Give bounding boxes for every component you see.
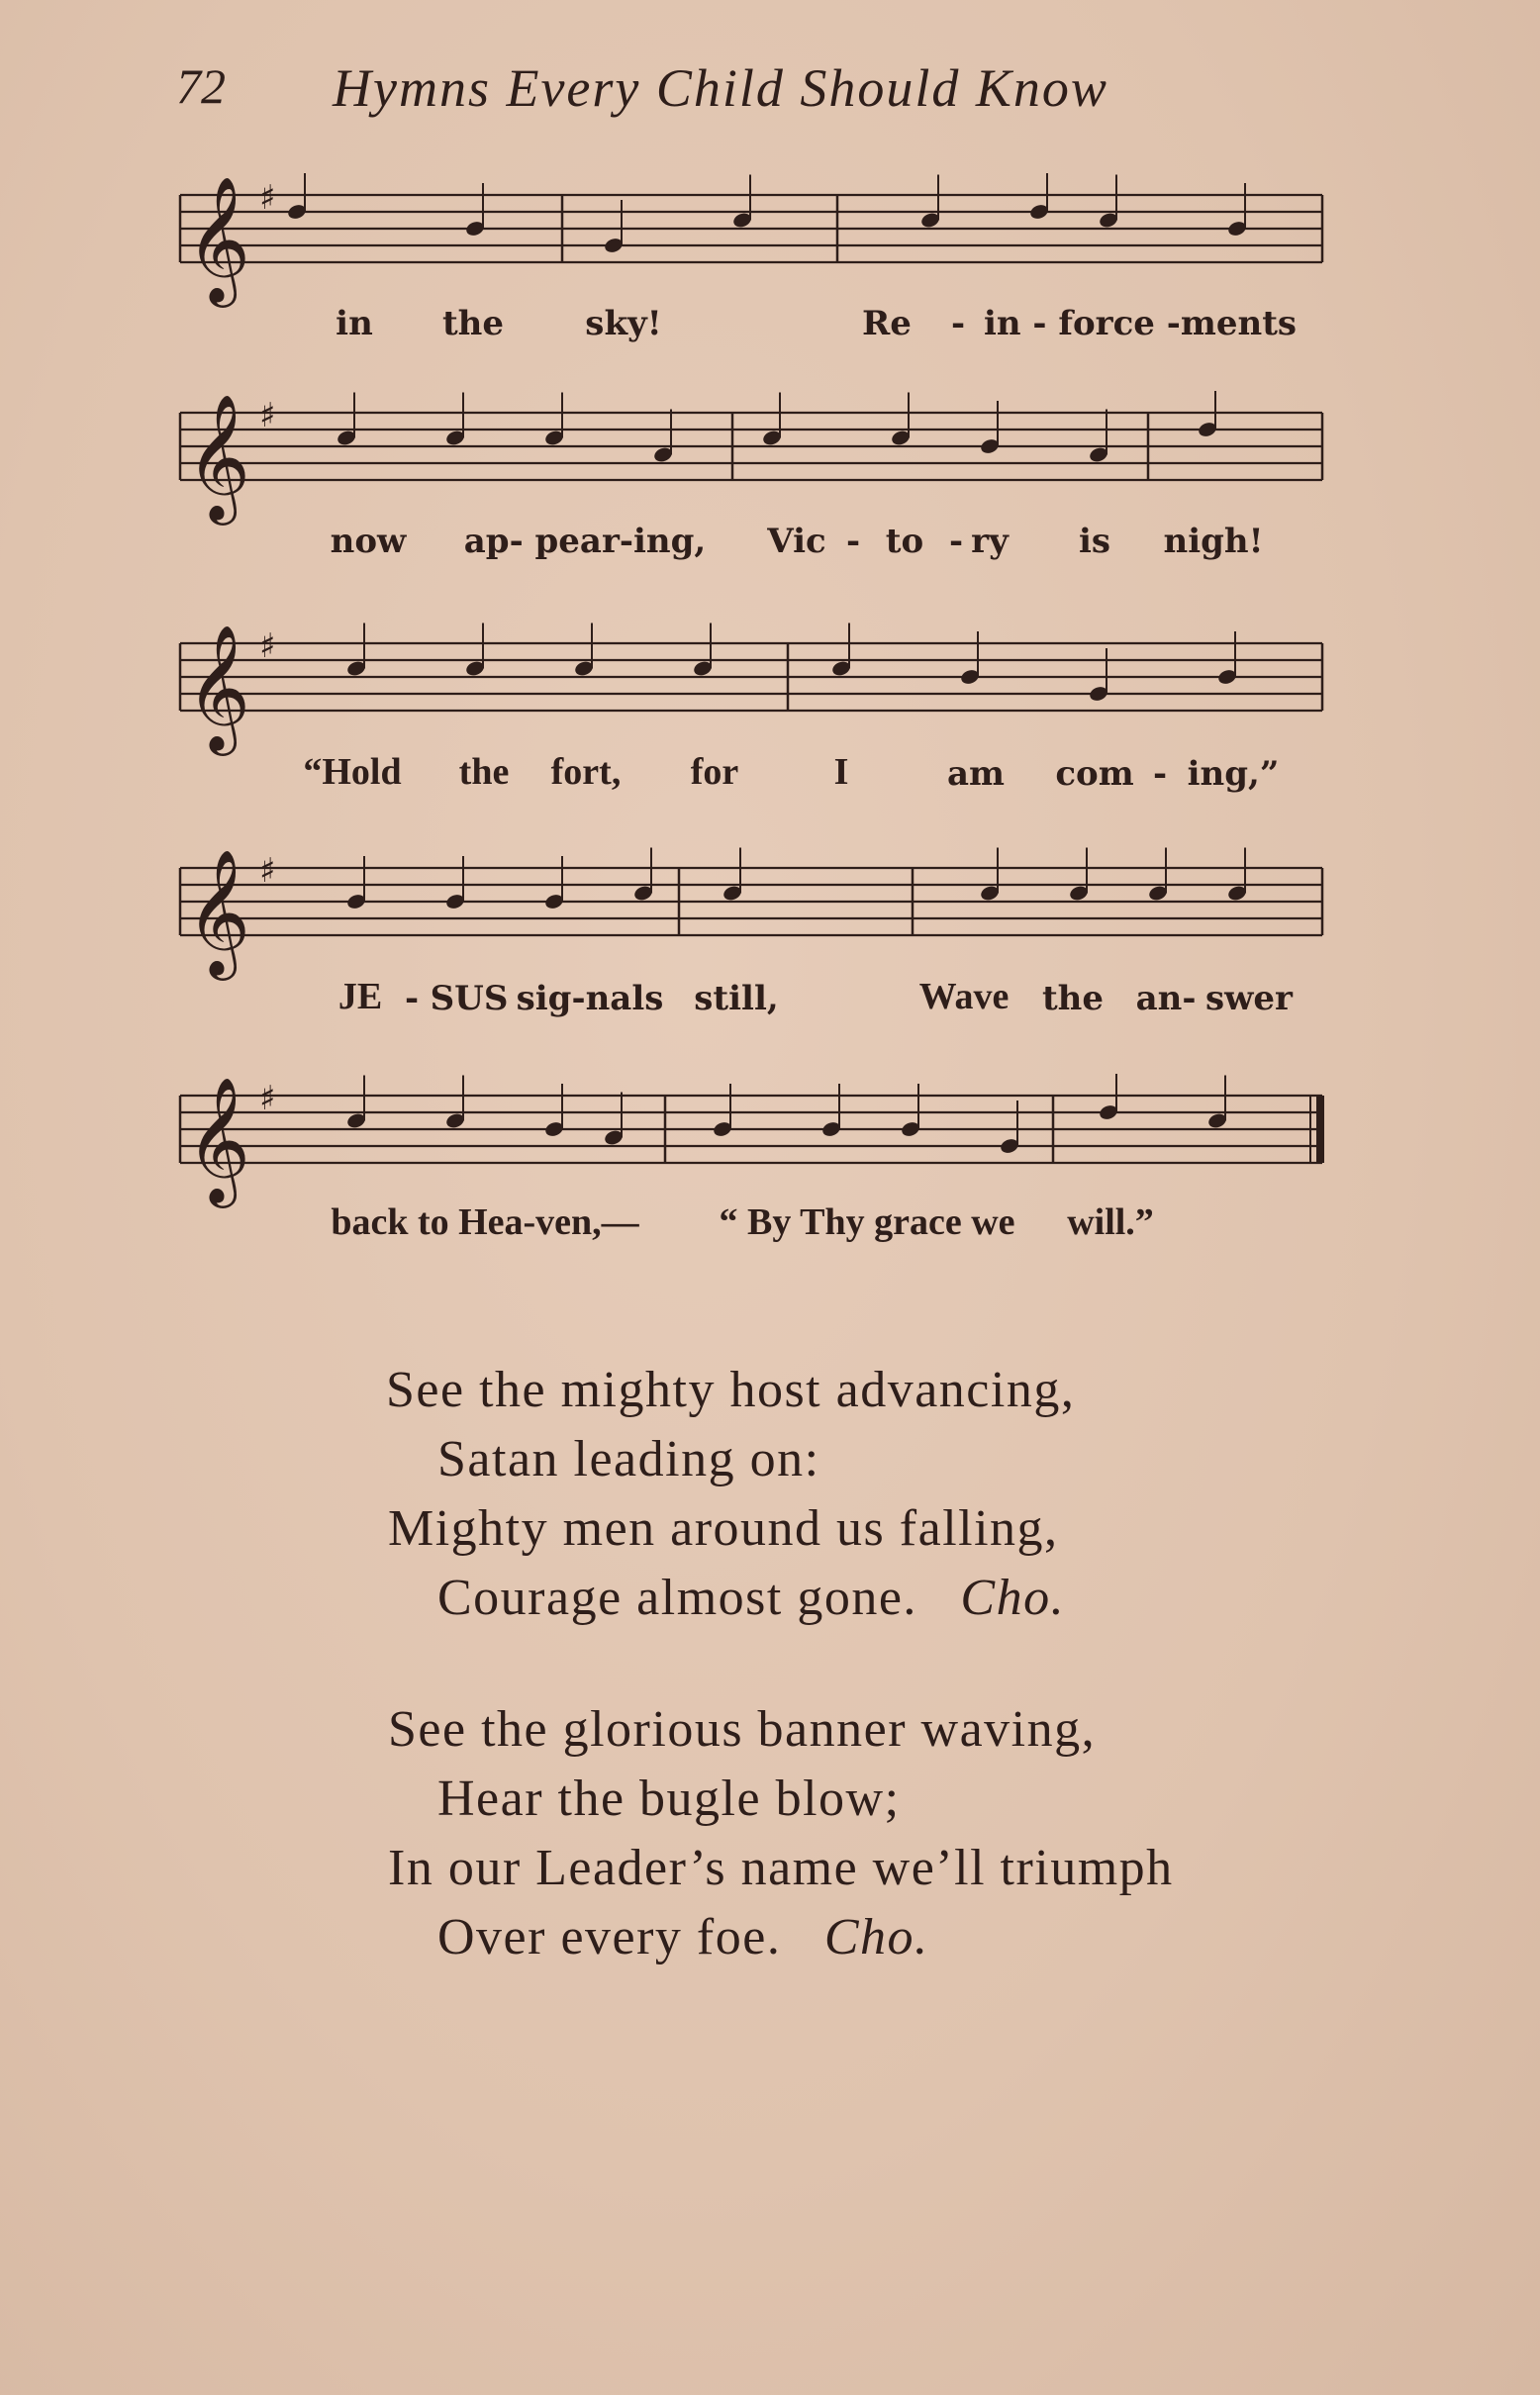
treble-clef-icon: 𝄞: [186, 175, 251, 302]
lyric-syllable: “ By Thy grace we: [719, 1201, 1015, 1243]
verse-line: [388, 1839, 1174, 1897]
lyric-syllable: Re: [862, 304, 912, 343]
lyric-syllable: am: [946, 754, 1006, 794]
verse-line: [437, 1430, 820, 1488]
lyric-syllable: the: [441, 304, 505, 343]
music-system-2: [0, 391, 1540, 569]
lyric-syllable: sky!: [585, 304, 662, 343]
verse-line: [437, 1908, 929, 1966]
music-staff: [0, 391, 1540, 529]
running-title: Hymns Every Child Should Know: [333, 58, 1108, 118]
treble-clef-icon: 𝄞: [186, 1076, 251, 1202]
lyric-syllable: Wave: [918, 976, 1010, 1017]
lyric-syllable: in - force -ments: [983, 304, 1298, 343]
lyric-syllable: now: [330, 522, 407, 561]
chorus-mark: Cho.: [960, 1570, 1066, 1626]
verse-line: [388, 1700, 1096, 1759]
lyric-syllable: sig-nals: [516, 979, 664, 1018]
music-system-4: [0, 846, 1540, 1024]
verse-2: [0, 1700, 1540, 1997]
lyric-syllable: the: [1041, 979, 1105, 1018]
page-header: [176, 57, 1265, 127]
verse-line: [386, 1361, 1075, 1419]
lyric-syllable: an-: [1135, 979, 1197, 1018]
lyric-syllable: back to Hea-ven,—: [331, 1201, 639, 1243]
treble-clef-icon: 𝄞: [186, 623, 251, 750]
verse-line: [388, 1499, 1059, 1558]
verse-line-text: Satan leading on:: [437, 1431, 820, 1487]
lyric-syllable: I: [833, 751, 849, 793]
lyric-syllable: “Hold: [303, 751, 402, 793]
page-number: 72: [176, 58, 226, 114]
sharp-icon: ♯: [259, 178, 276, 218]
music-staff: [0, 173, 1540, 312]
lyric-syllable: -: [845, 522, 861, 561]
lyric-syllable: the: [458, 751, 510, 793]
music-system-1: [0, 173, 1540, 351]
verse-line-text: Mighty men around us falling,: [388, 1500, 1059, 1557]
treble-clef-icon: 𝄞: [186, 393, 251, 520]
verse-line: [437, 1770, 901, 1828]
verse-line-text: See the mighty host advancing,: [386, 1362, 1076, 1418]
music-staff: [0, 1074, 1540, 1212]
chorus-mark: Cho.: [823, 1909, 929, 1965]
verse-1: [0, 1361, 1540, 1658]
lyric-syllable: -: [1152, 754, 1168, 794]
verse-line-text: Over every foe.: [437, 1909, 782, 1965]
lyric-syllable: swer: [1205, 979, 1293, 1018]
lyric-syllable: -: [950, 304, 966, 343]
verse-line: [437, 1569, 1065, 1627]
sharp-icon: ♯: [259, 851, 276, 891]
lyric-syllable: Vic: [767, 522, 826, 561]
music-staff: [0, 622, 1540, 760]
lyric-syllable: for: [690, 751, 739, 793]
music-system-5: [0, 1074, 1540, 1252]
lyric-syllable: JE: [337, 976, 383, 1017]
lyric-syllable: to: [885, 522, 924, 561]
verse-line-text: Courage almost gone.: [437, 1570, 917, 1626]
verse-line-text: In our Leader’s name we’ll triumph: [388, 1840, 1174, 1896]
sharp-icon: ♯: [259, 396, 276, 435]
lyric-syllable: in: [336, 304, 373, 343]
lyric-syllable: fort,: [550, 751, 622, 793]
music-staff: [0, 846, 1540, 985]
final-barline-thick: [1316, 1096, 1324, 1163]
lyric-syllable: nigh!: [1163, 522, 1264, 561]
lyric-syllable: -: [404, 979, 420, 1018]
lyric-syllable: SUS: [430, 979, 509, 1018]
treble-clef-icon: 𝄞: [186, 848, 251, 975]
verse-line-text: Hear the bugle blow;: [437, 1771, 901, 1827]
lyric-syllable: will.”: [1067, 1201, 1154, 1243]
lyric-syllable: ap- pear-ing,: [463, 522, 707, 561]
music-system-3: [0, 622, 1540, 800]
lyric-syllable: ry: [971, 522, 1009, 561]
lyric-syllable: com: [1055, 754, 1134, 794]
sharp-icon: ♯: [259, 1079, 276, 1118]
lyric-syllable: -: [948, 522, 964, 561]
sharp-icon: ♯: [259, 626, 276, 666]
lyric-syllable: is: [1078, 522, 1111, 561]
verse-line-text: See the glorious banner waving,: [388, 1701, 1097, 1758]
lyric-syllable: ing,”: [1187, 754, 1280, 794]
lyric-syllable: still,: [694, 979, 779, 1018]
